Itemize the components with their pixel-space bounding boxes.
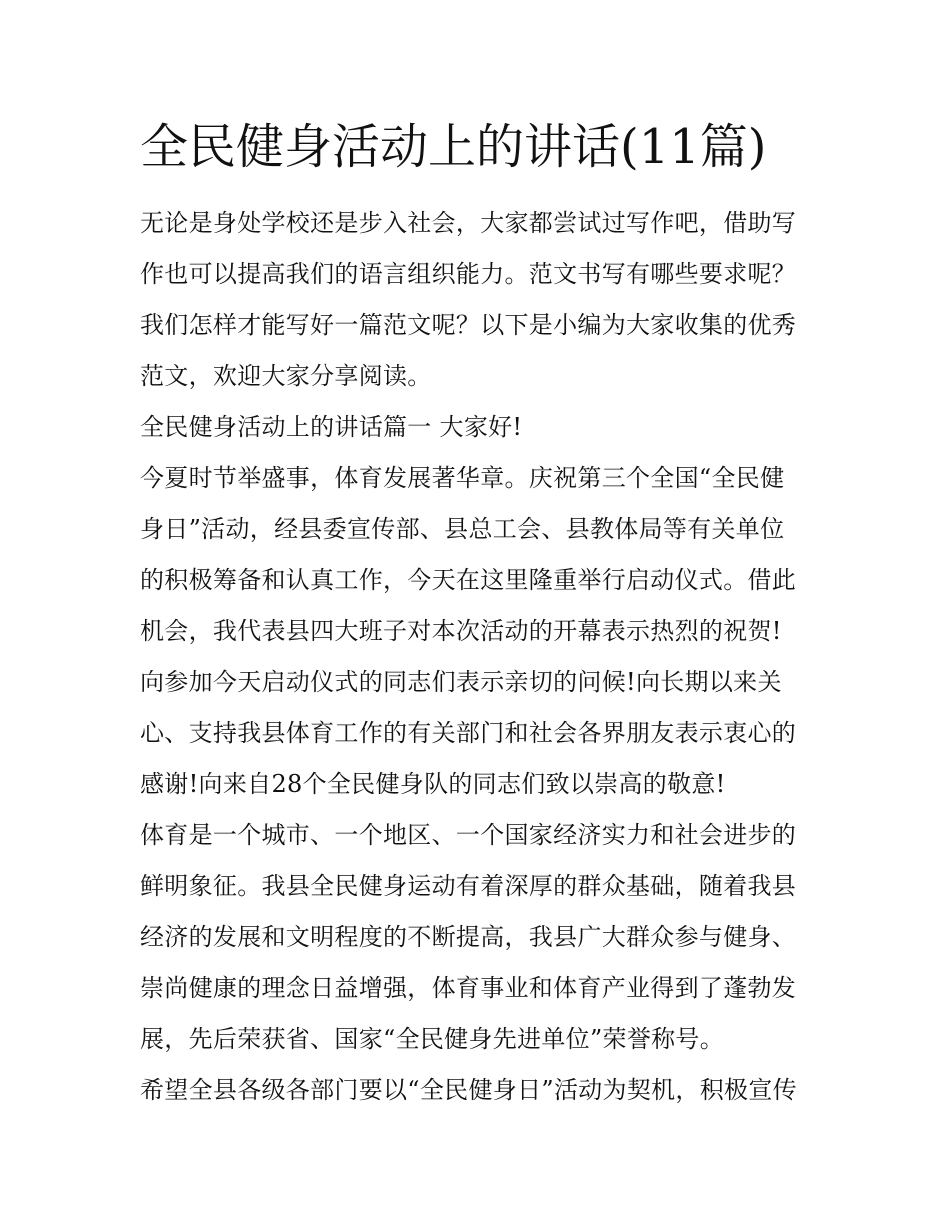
document-page — [140, 112, 820, 1116]
text-line: 经济的发展和文明程度的不断提高，我县广大群众参与健身、 — [140, 923, 797, 951]
section-heading-line: 全民健身活动上的讲话篇一 大家好! — [140, 413, 523, 441]
text-line: 崇尚健康的理念日益增强，体育事业和体育产业得到了蓬勃发 — [140, 974, 797, 1002]
text-line: 作也可以提高我们的语言组织能力。范文书写有哪些要求呢？ — [140, 260, 797, 288]
text-line: 我们怎样才能写好一篇范文呢？以下是小编为大家收集的优秀 — [140, 311, 797, 339]
text-line: 体育是一个城市、一个地区、一个国家经济实力和社会进步的 — [140, 821, 797, 849]
text-line: 展，先后荣获省、国家“全民健身先进单位”荣誉称号。 — [140, 1025, 725, 1053]
text-line: 范文，欢迎大家分享阅读。 — [140, 362, 432, 390]
text-line: 向参加今天启动仪式的同志们表示亲切的问候!向长期以来关 — [140, 668, 782, 696]
document-body — [140, 198, 820, 1116]
text-line: 心、支持我县体育工作的有关部门和社会各界朋友表示衷心的 — [140, 719, 797, 747]
text-line: 无论是身处学校还是步入社会，大家都尝试过写作吧，借助写 — [140, 209, 797, 237]
document-title: 全民健身活动上的讲话(11篇) — [140, 119, 767, 175]
text-line: 鲜明象征。我县全民健身运动有着深厚的群众基础，随着我县 — [140, 872, 797, 900]
text-line: 感谢!向来自28个全民健身队的同志们致以崇高的敬意! — [140, 770, 726, 798]
text-line: 机会，我代表县四大班子对本次活动的开幕表示热烈的祝贺! — [140, 617, 782, 645]
text-line: 今夏时节举盛事，体育发展著华章。庆祝第三个全国“全民健 — [140, 464, 785, 492]
text-line: 的积极筹备和认真工作，今天在这里隆重举行启动仪式。借此 — [140, 566, 797, 594]
text-line: 希望全县各级各部门要以“全民健身日”活动为契机，积极宣传 — [140, 1076, 797, 1104]
text-line: 身日”活动，经县委宣传部、县总工会、县教体局等有关单位 — [140, 515, 785, 543]
